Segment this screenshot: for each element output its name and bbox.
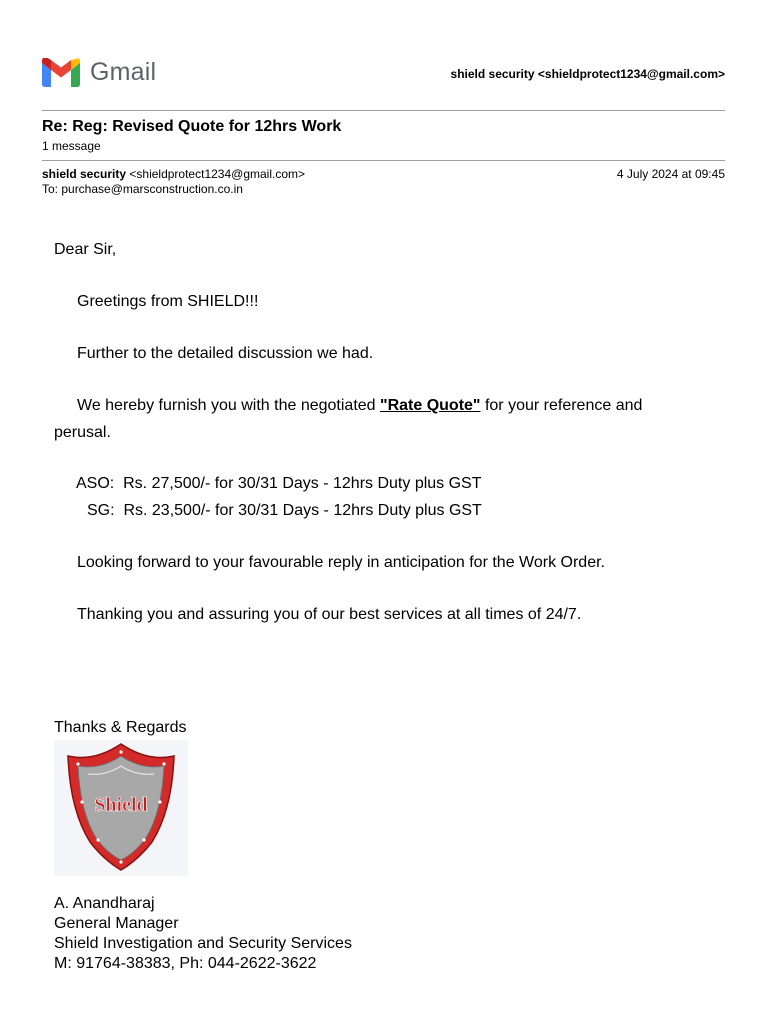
furnish-line [54, 392, 642, 419]
rate-label: SG: [87, 502, 115, 519]
thanking-line: Thanking you and assuring you of our best services at all times of 24/7. [77, 606, 582, 623]
signature-company: Shield Investigation and Security Services [54, 935, 352, 952]
rate-text: Rs. 27,500/- for 30/31 Days - 12hrs Duty plus GST [123, 475, 482, 492]
furnish-text-after: for your reference and [480, 397, 643, 414]
message-date: 4 July 2024 at 09:45 [616, 167, 725, 181]
signature-name: A. Anandharaj [54, 895, 155, 912]
shield-logo [54, 740, 188, 876]
sender-name: shield security [42, 167, 127, 181]
signature-contact: M: 91764-38383, Ph: 044-2622-3622 [54, 955, 317, 972]
gmail-wordmark: Gmail [90, 58, 157, 86]
rate-quote-link[interactable]: "Rate Quote" [380, 397, 481, 414]
message-count: 1 message [42, 139, 101, 153]
signature-title: General Manager [54, 915, 179, 932]
rate-row-aso [76, 470, 482, 497]
rate-row-sg [87, 497, 482, 524]
furnish-line-2: perusal. [54, 424, 111, 441]
subject-divider [42, 160, 725, 161]
header-divider [42, 110, 725, 111]
further-line [54, 340, 373, 367]
gmail-logo [42, 58, 156, 87]
further-text: Further to the detailed discussion we had. [77, 345, 374, 362]
signature-closing: Thanks & Regards [54, 719, 187, 736]
email-subject: Re: Reg: Revised Quote for 12hrs Work [42, 118, 342, 135]
rate-text: Rs. 23,500/- for 30/31 Days - 12hrs Duty plus GST [123, 502, 482, 519]
greeting-line: Greetings from SHIELD!!! [77, 293, 259, 310]
rate-label: ASO: [76, 475, 115, 492]
recipient-line: To: purchase@marsconstruction.co.in [42, 182, 243, 196]
sender-line [42, 167, 305, 181]
sender-email: <shieldprotect1234@gmail.com> [129, 167, 306, 181]
salutation: Dear Sir, [54, 241, 117, 258]
gmail-m-icon [42, 58, 80, 87]
shield-logo-text: Shield [94, 794, 148, 816]
looking-forward-line: Looking forward to your favourable reply in anticipation for the Work Order. [77, 554, 605, 571]
account-identity: shield security <shieldprotect1234@gmail.com> [450, 67, 725, 81]
shield-emblem-icon [54, 740, 188, 876]
furnish-text-before: We hereby furnish you with the negotiated [77, 397, 380, 414]
gmail-header [42, 56, 725, 92]
